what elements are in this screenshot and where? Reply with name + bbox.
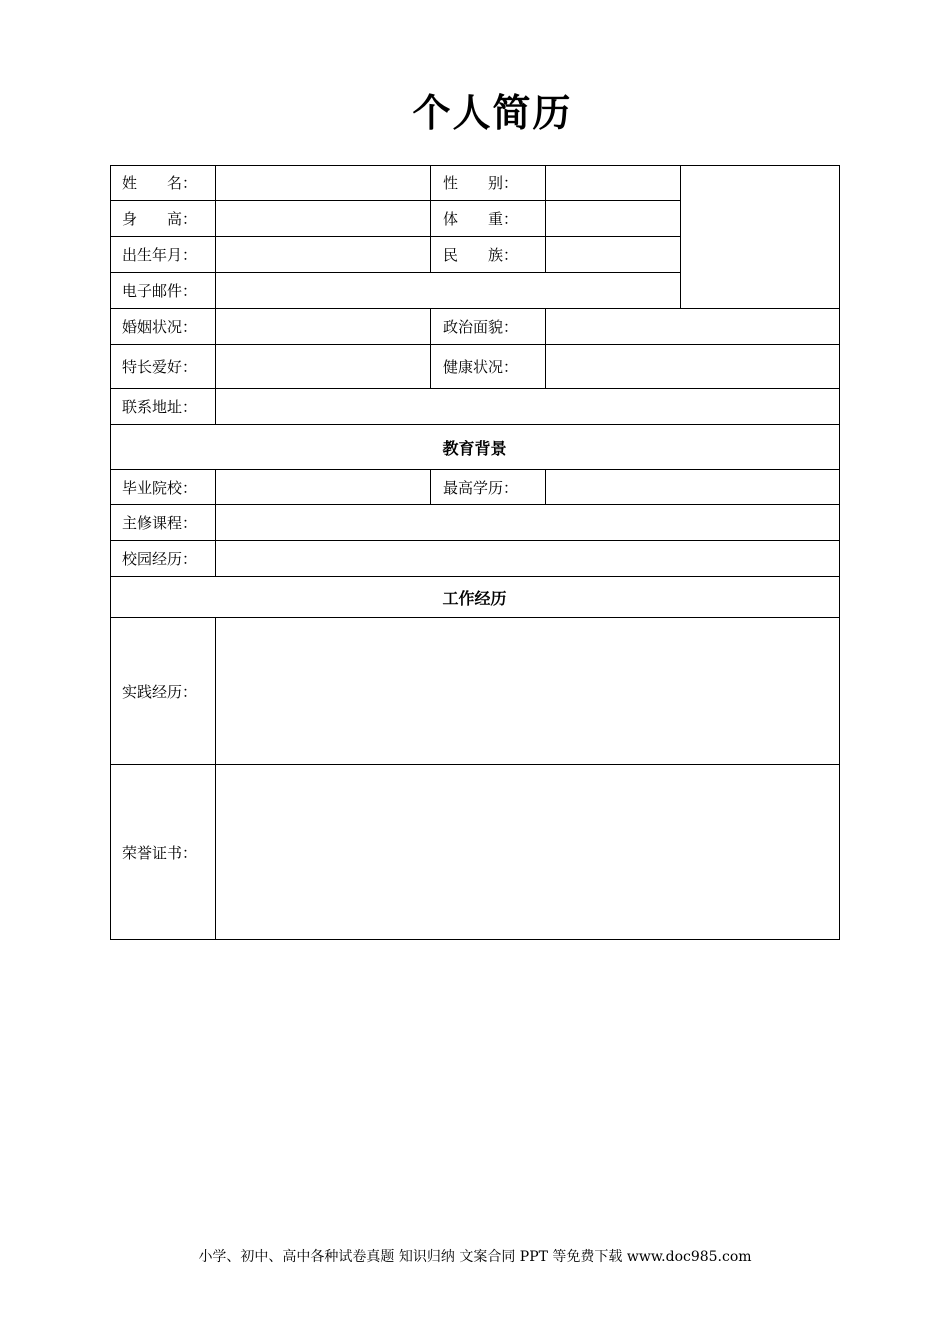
address-field[interactable] xyxy=(216,389,840,425)
label-campus: 校园经历： xyxy=(110,541,216,577)
name-field[interactable] xyxy=(216,165,431,201)
photo-area[interactable] xyxy=(681,165,840,309)
section-work: 工作经历 xyxy=(110,577,840,618)
degree-field[interactable] xyxy=(546,470,840,505)
practice-field[interactable] xyxy=(216,618,840,765)
page-title: 个人简历 xyxy=(412,91,573,135)
label-practice: 实践经历： xyxy=(110,618,216,765)
section-education: 教育背景 xyxy=(110,425,840,470)
campus-field[interactable] xyxy=(216,541,840,577)
label-honors: 荣誉证书： xyxy=(110,765,216,940)
label-weight: 体 重： xyxy=(431,201,546,237)
label-ethnicity: 民 族： xyxy=(431,237,546,273)
weight-field[interactable] xyxy=(546,201,681,237)
honors-field[interactable] xyxy=(216,765,840,940)
ethnicity-field[interactable] xyxy=(546,237,681,273)
label-political: 政治面貌： xyxy=(431,309,546,345)
political-field[interactable] xyxy=(546,309,840,345)
resume-form xyxy=(110,165,840,940)
label-height: 身 高： xyxy=(110,201,216,237)
courses-field[interactable] xyxy=(216,505,840,541)
label-address: 联系地址： xyxy=(110,389,216,425)
birth-field[interactable] xyxy=(216,237,431,273)
label-birth: 出生年月： xyxy=(110,237,216,273)
footer-text: 小学、初中、高中各种试卷真题 知识归纳 文案合同 PPT 等免费下载 www.doc985.com xyxy=(198,1249,752,1265)
school-field[interactable] xyxy=(216,470,431,505)
label-gender: 性 别： xyxy=(431,165,546,201)
email-field[interactable] xyxy=(216,273,681,309)
label-school: 毕业院校： xyxy=(110,470,216,505)
label-marital: 婚姻状况： xyxy=(110,309,216,345)
marital-field[interactable] xyxy=(216,309,431,345)
hobbies-field[interactable] xyxy=(216,345,431,389)
label-name: 姓 名： xyxy=(110,165,216,201)
label-email: 电子邮件： xyxy=(110,273,216,309)
label-hobbies: 特长爱好： xyxy=(110,345,216,389)
label-courses: 主修课程： xyxy=(110,505,216,541)
gender-field[interactable] xyxy=(546,165,681,201)
height-field[interactable] xyxy=(216,201,431,237)
label-health: 健康状况： xyxy=(431,345,546,389)
label-degree: 最高学历： xyxy=(431,470,546,505)
health-field[interactable] xyxy=(546,345,840,389)
